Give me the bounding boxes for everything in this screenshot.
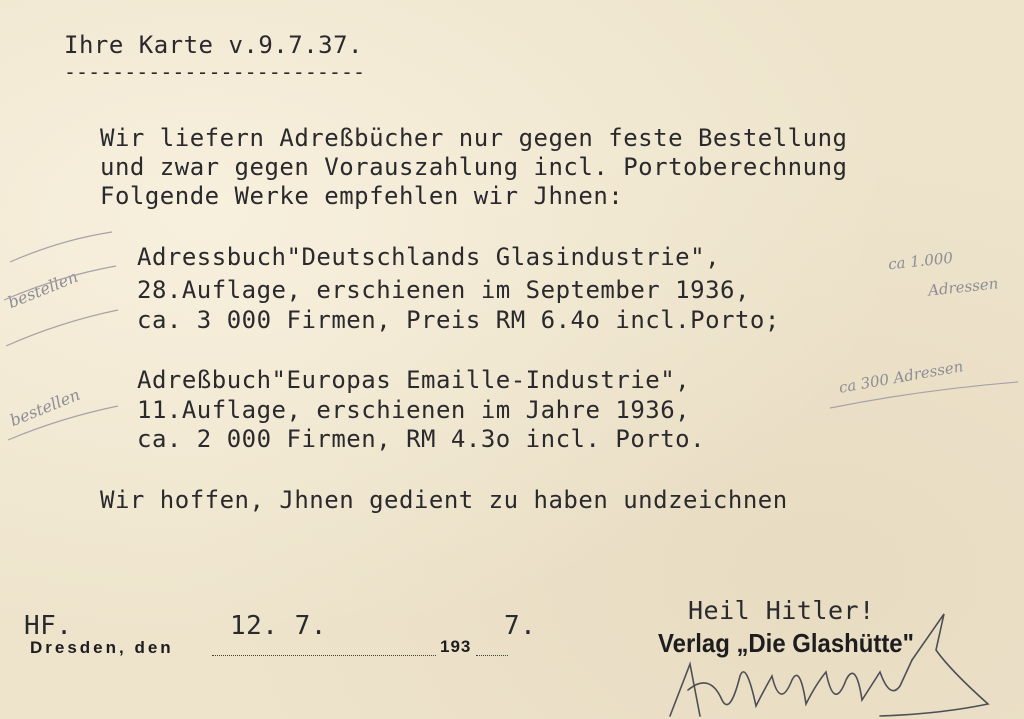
reference-line: Ihre Karte v.9.7.37.	[64, 31, 363, 59]
book-2-line-1: Adreßbuch"Europas Emaille-Industrie",	[137, 366, 691, 394]
book-1-line-2: 28.Auflage, erschienen im September 1936,	[137, 276, 750, 304]
book-2-line-3: ca. 2 000 Firmen, RM 4.3o incl. Porto.	[137, 425, 706, 453]
publisher-stamp: Verlag „Die Glashütte"	[658, 628, 914, 658]
book-2-line-2: 11.Auflage, erschienen im Jahre 1936,	[137, 396, 691, 424]
footer-date-label: Dresden, den	[30, 638, 174, 657]
book-1-line-3: ca. 3 000 Firmen, Preis RM 6.4o incl.Porto;	[137, 306, 780, 334]
book-1-margin-note: bestellen	[5, 266, 81, 313]
footer-date-value: 12. 7.	[230, 611, 327, 641]
greeting: Heil Hitler!	[688, 596, 875, 625]
signature	[670, 614, 988, 716]
closing-line: Wir hoffen, Jhnen gedient zu haben undzeichnen	[100, 486, 788, 514]
footer-initials: HF.	[24, 611, 73, 641]
book-1-note-2: Adressen	[927, 274, 1000, 300]
intro-line-2: und zwar gegen Vorauszahlung incl. Portoberechnung	[100, 153, 848, 181]
intro-line-3: Folgende Werke empfehlen wir Jhnen:	[100, 182, 624, 210]
book-1-line-1: Adressbuch"Deutschlands Glasindustrie",	[137, 243, 721, 271]
book-2-note: ca 300 Adressen	[837, 357, 965, 397]
footer-year-prefix: 193	[440, 637, 472, 656]
reference-underline: -------------------------	[64, 60, 366, 84]
footer-year-suffix: 7.	[504, 611, 537, 641]
book-2-margin-note: bestellen	[7, 384, 83, 431]
book-1-note-1: ca 1.000	[887, 248, 954, 274]
intro-line-1: Wir liefern Adreßbücher nur gegen feste Bestellung	[100, 124, 848, 152]
